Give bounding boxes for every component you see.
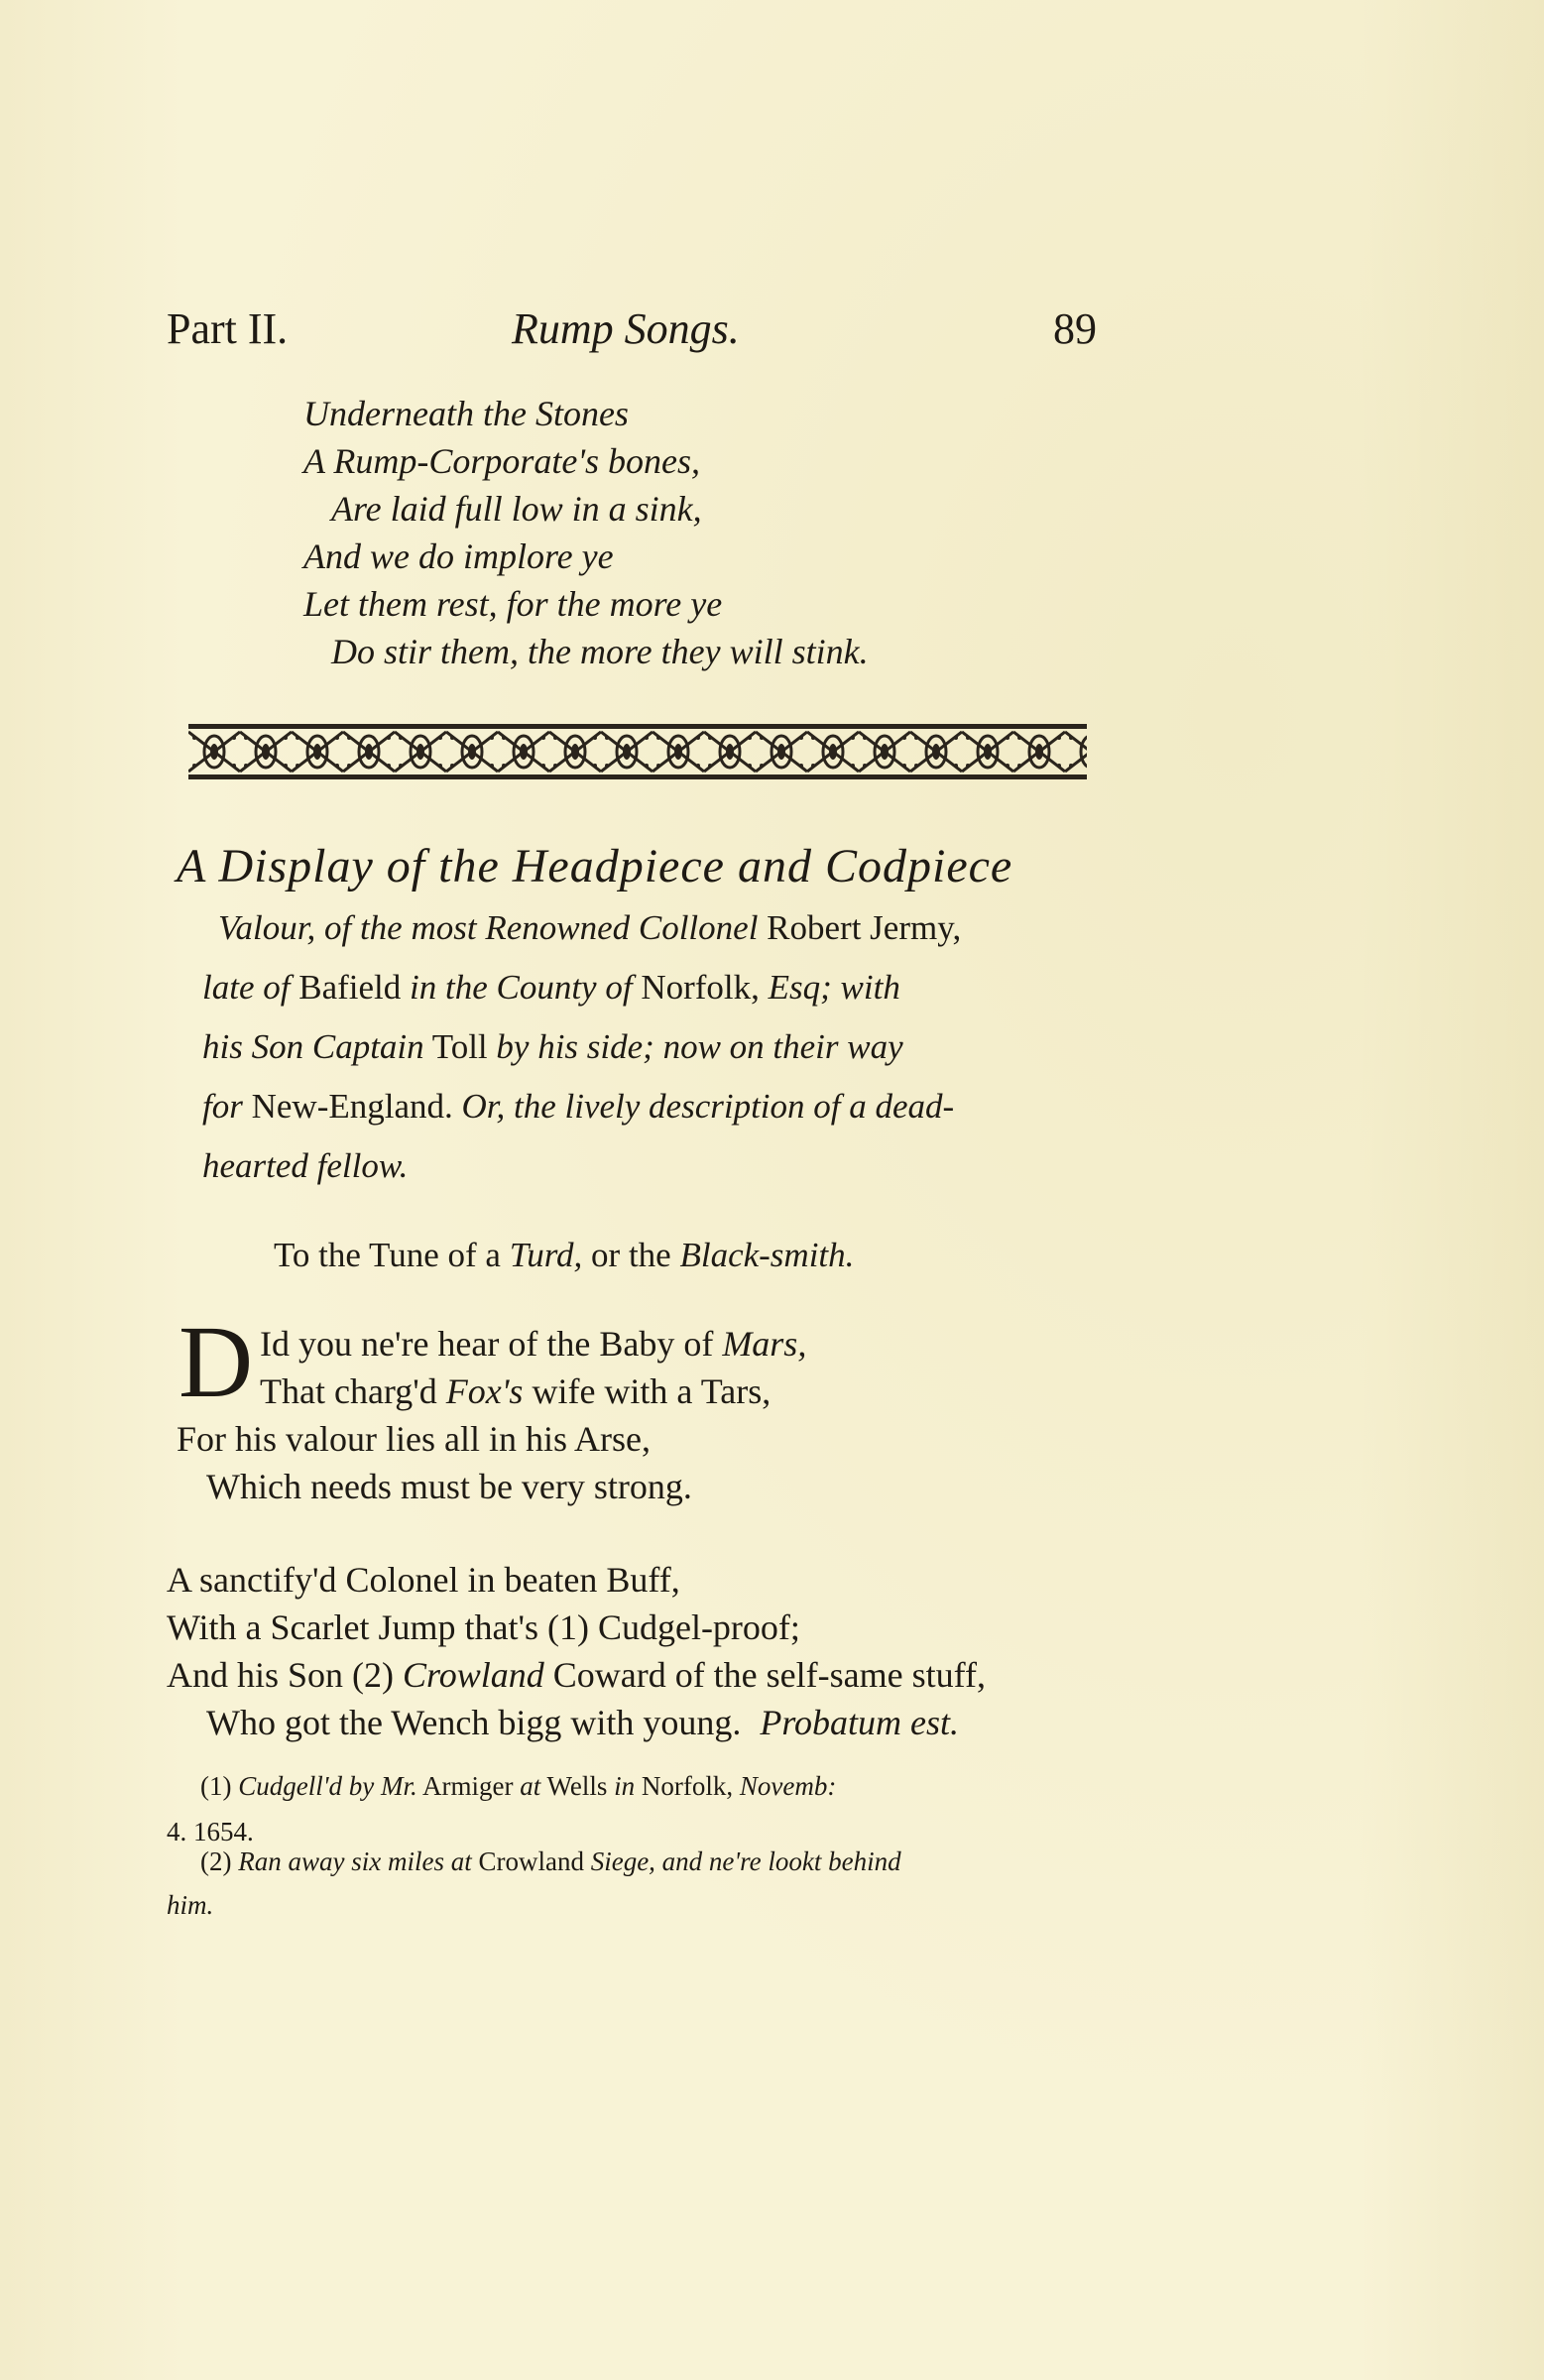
verse-text: That charg'd <box>260 1371 437 1411</box>
footnote-ref[interactable]: (1) <box>546 1607 589 1647</box>
footnote-name: Armiger <box>422 1771 514 1801</box>
verse-text: With a Scarlet Jump that's <box>167 1607 538 1647</box>
subtitle-line-4 <box>202 1087 954 1127</box>
verse-line: For his valour lies all in his Arse, <box>177 1419 651 1459</box>
footnote-2 <box>200 1846 901 1877</box>
drop-cap: D <box>178 1305 254 1419</box>
subtitle-place: Norfolk, <box>641 968 760 1007</box>
verse-text: Id you ne're hear of the Baby of <box>260 1324 714 1364</box>
tune-name: Black-smith. <box>679 1236 855 1274</box>
poem-line: A Rump-Corporate's bones, <box>303 441 701 481</box>
subtitle-text: in the County of <box>410 968 633 1007</box>
poem-line: Underneath the Stones <box>303 394 629 433</box>
footnote-text: Cudgell'd by Mr. <box>238 1771 417 1801</box>
subtitle-text: by his side; now on their way <box>496 1027 903 1066</box>
footnote-text: Novemb: <box>739 1771 837 1801</box>
verse-text: Cudgel-proof; <box>597 1607 800 1647</box>
footnote-place: Wells <box>546 1771 608 1801</box>
verse-place: Crowland <box>403 1655 544 1695</box>
subtitle-name: Robert Jermy, <box>767 908 962 947</box>
footnote-place: Crowland <box>478 1846 584 1876</box>
verse-text: Coward of the self-same stuff, <box>552 1655 986 1695</box>
footnote-text: Ran away six miles at <box>238 1846 472 1876</box>
verse-name: Mars, <box>722 1324 807 1364</box>
song-title: A Display of the Headpiece and Codpiece <box>177 840 1013 892</box>
running-head-title: Rump Songs. <box>512 304 740 353</box>
verse-line: A sanctify'd Colonel in beaten Buff, <box>167 1560 680 1600</box>
verse-line <box>206 1702 959 1743</box>
footnote-marker: (1) <box>200 1771 232 1801</box>
poem-line: Do stir them, the more they will stink. <box>331 632 869 671</box>
subtitle-text: Esq; with <box>768 968 900 1007</box>
footnote-place: Norfolk, <box>641 1771 734 1801</box>
subtitle-text: Valour, of the most Renowned Collonel <box>218 908 759 947</box>
tune-text: or the <box>591 1236 671 1274</box>
subtitle-text: for <box>202 1087 243 1126</box>
subtitle-name: Toll <box>431 1027 488 1066</box>
footnote-1-cont: 4. 1654. <box>167 1817 254 1846</box>
verse-line <box>260 1323 806 1365</box>
verse-text: Who got the Wench bigg with young. <box>206 1703 742 1742</box>
verse-line <box>167 1654 986 1696</box>
verse-line <box>260 1370 771 1412</box>
subtitle-text: Or, the lively description of a dead- <box>461 1087 955 1126</box>
subtitle-line-3 <box>202 1027 903 1067</box>
footnote-2-cont: him. <box>167 1890 214 1920</box>
poem-line: And we do implore ye <box>303 536 614 576</box>
footnote-1 <box>200 1771 836 1802</box>
footnote-text: Siege, and ne're lookt behind <box>590 1846 901 1876</box>
verse-line <box>167 1606 800 1648</box>
footnote-text: at <box>520 1771 541 1801</box>
subtitle-line-1 <box>218 908 961 948</box>
tune-text: To the Tune of a <box>274 1236 501 1274</box>
poem-line: Are laid full low in a sink, <box>331 489 702 529</box>
tune-name: Turd, <box>509 1236 583 1274</box>
ornament-band <box>188 724 1087 779</box>
subtitle-text: his Son Captain <box>202 1027 424 1066</box>
page-number: 89 <box>1053 304 1097 353</box>
footnote-text: in <box>614 1771 636 1801</box>
running-head-part: Part II. <box>167 304 289 353</box>
verse-text: wife with a Tars, <box>532 1371 772 1411</box>
verse-text: And his Son <box>167 1655 344 1695</box>
verse-latin: Probatum est. <box>760 1703 960 1742</box>
verse-line: Which needs must be very strong. <box>206 1467 692 1506</box>
subtitle-place: New-England. <box>251 1087 453 1126</box>
footnote-marker: (2) <box>200 1846 232 1876</box>
verse-name: Fox's <box>445 1371 524 1411</box>
footnote-ref[interactable]: (2) <box>352 1655 395 1695</box>
subtitle-text: late of <box>202 968 291 1007</box>
subtitle-place: Bafield <box>298 968 402 1007</box>
tune-line <box>274 1236 854 1275</box>
poem-line: Let them rest, for the more ye <box>303 584 723 624</box>
subtitle-line-5: hearted fellow. <box>202 1146 409 1185</box>
subtitle-line-2 <box>202 968 900 1008</box>
